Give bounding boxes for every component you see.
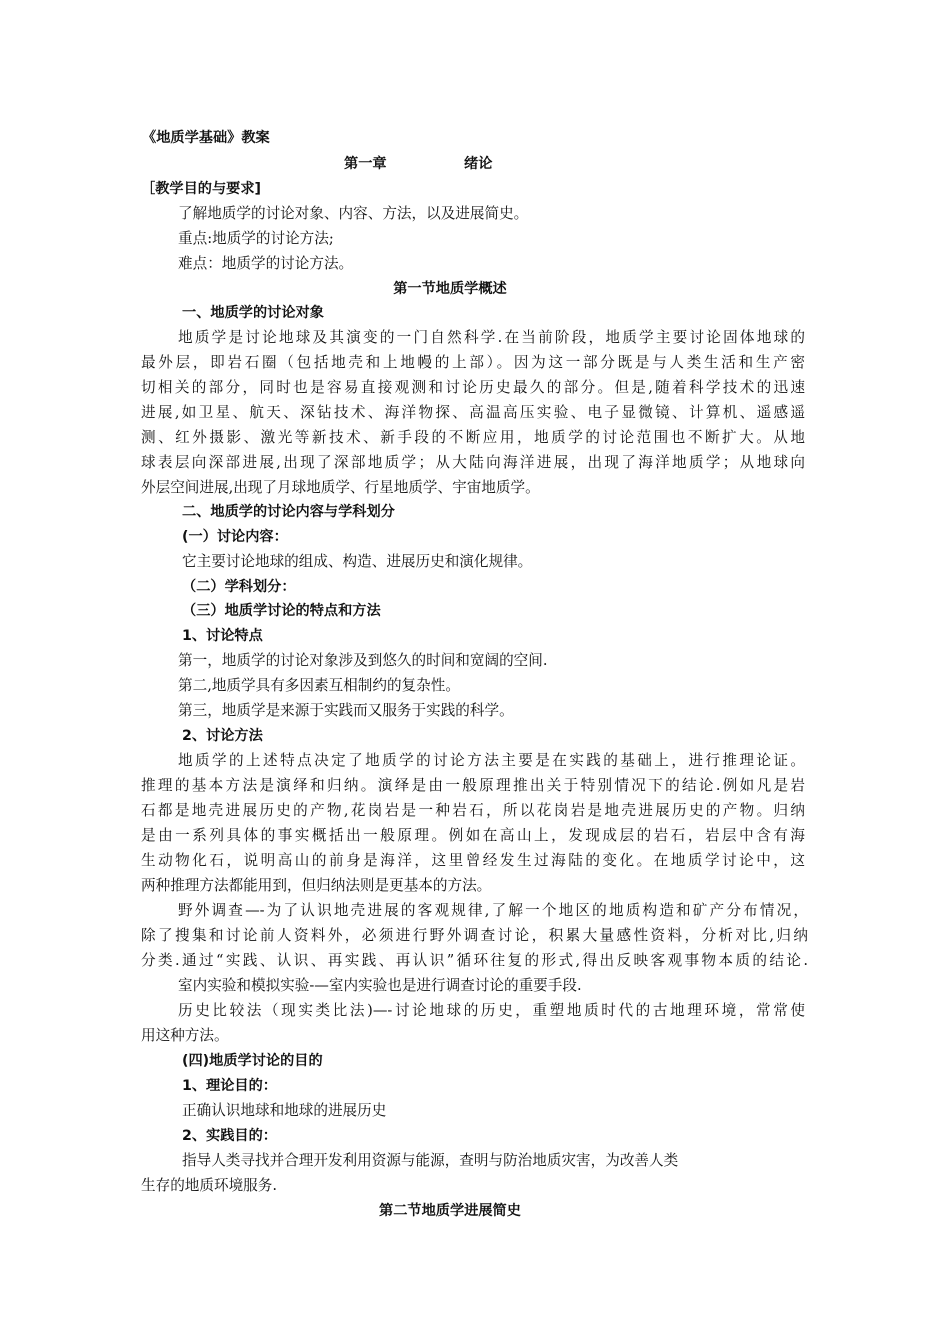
paragraph-line: 地质学是讨论地球及其演变的一门自然科学.在当前阶段，地质学主要讨论固体地球的 — [178, 329, 805, 346]
section-title: 第二节地质学进展简史 — [379, 1203, 521, 1219]
paragraph-line: 生存的地质环境服务. — [141, 1177, 277, 1194]
content-text: 它主要讨论地球的组成、构造、进展历史和演化规律。 — [182, 553, 533, 570]
feature-line: 第二,地质学具有多因素互相制约的复杂性。 — [178, 677, 460, 694]
objective-line: 重点:地质学的讨论方法; — [178, 230, 334, 247]
paragraph-line: 用这种方法。 — [141, 1027, 229, 1044]
subheading: （三）地质学讨论的特点和方法 — [182, 603, 381, 619]
part-heading: 一、地质学的讨论对象 — [182, 305, 324, 321]
paragraph-line: 生动物化石，说明高山的前身是海洋，这里曾经发生过海陆的变化。在地质学讨论中，这 — [141, 852, 805, 869]
paragraph-line: 两种推理方法都能用到，但归纳法则是更基本的方法。 — [141, 877, 492, 894]
paragraph-line: 指导人类寻找并合理开发利用资源与能源，查明与防治地质灾害，为改善人类 — [182, 1152, 679, 1169]
paragraph-line: 历史比较法（现实类比法)—-讨论地球的历史，重塑地质时代的古地理环境，常常使 — [178, 1002, 805, 1019]
paragraph-line: 室内实验和模拟实验-—室内实验也是进行调查讨论的重要手段. — [178, 977, 582, 994]
objective-line: 难点：地质学的讨论方法。 — [178, 255, 354, 272]
chapter-number: 第一章 — [344, 156, 387, 172]
subheading: (一）讨论内容： — [182, 529, 288, 545]
subheading: 2、讨论方法 — [182, 728, 263, 744]
objective-line: 了解地质学的讨论对象、内容、方法，以及进展简史。 — [178, 205, 529, 222]
chapter-name: 绪论 — [464, 156, 493, 172]
objectives-heading: ［教学目的与要求] — [141, 181, 261, 197]
theory-text: 正确认识地球和地球的进展历史 — [182, 1102, 387, 1119]
part-heading: 二、地质学的讨论内容与学科划分 — [182, 504, 395, 520]
paragraph-line: 分类.通过“实践、认识、再实践、再认识”循环往复的形式,得出反映客观事物本质的结论. — [141, 952, 808, 969]
subheading: 1、理论目的： — [182, 1078, 277, 1094]
paragraph-line: 最外层，即岩石圈（包括地壳和上地幔的上部）。因为这一部分既是与人类生活和生产密 — [141, 354, 805, 371]
feature-line: 第一，地质学的讨论对象涉及到悠久的时间和宽阔的空间. — [178, 652, 548, 669]
paragraph-line: 除了搜集和讨论前人资料外，必须进行野外调查讨论，积累大量感性资料，分析对比,归纳 — [141, 927, 808, 944]
section-title: 第一节地质学概述 — [393, 281, 507, 297]
feature-line: 第三，地质学是来源于实践而又服务于实践的科学。 — [178, 702, 514, 719]
subheading: 2、实践目的： — [182, 1128, 277, 1144]
paragraph-line: 外层空间进展,出现了月球地质学、行星地质学、宇宙地质学。 — [141, 479, 540, 496]
subheading: （二）学科划分： — [182, 579, 296, 595]
paragraph-line: 地质学的上述特点决定了地质学的讨论方法主要是在实践的基础上，进行推理论证。 — [178, 752, 805, 769]
paragraph-line: 野外调查—-为了认识地壳进展的客观规律,了解一个地区的地质构造和矿产分布情况， — [178, 902, 808, 919]
paragraph-line: 是由一系列具体的事实概括出一般原理。例如在高山上，发现成层的岩石，岩层中含有海 — [141, 827, 805, 844]
paragraph-line: 测、红外摄影、激光等新技术、新手段的不断应用，地质学的讨论范围也不断扩大。从地 — [141, 429, 805, 446]
subheading: (四)地质学讨论的目的 — [182, 1053, 323, 1069]
paragraph-line: 进展,如卫星、航天、深钻技术、海洋物探、高温高压实验、电子显微镜、计算机、遥感遥 — [141, 404, 805, 421]
paragraph-line: 球表层向深部进展,出现了深部地质学；从大陆向海洋进展，出现了海洋地质学；从地球向 — [141, 454, 805, 471]
paragraph-line: 推理的基本方法是演绎和归纳。演绎是由一般原理推出关于特别情况下的结论.例如凡是岩 — [141, 777, 805, 794]
paragraph-line: 石都是地壳进展历史的产物,花岗岩是一种岩石，所以花岗岩是地壳进展历史的产物。归纳 — [141, 802, 805, 819]
document-title: 《地质学基础》教案 — [142, 130, 270, 146]
subheading: 1、讨论特点 — [182, 628, 263, 644]
paragraph-line: 切相关的部分，同时也是容易直接观测和讨论历史最久的部分。但是,随着科学技术的迅速 — [141, 379, 805, 396]
